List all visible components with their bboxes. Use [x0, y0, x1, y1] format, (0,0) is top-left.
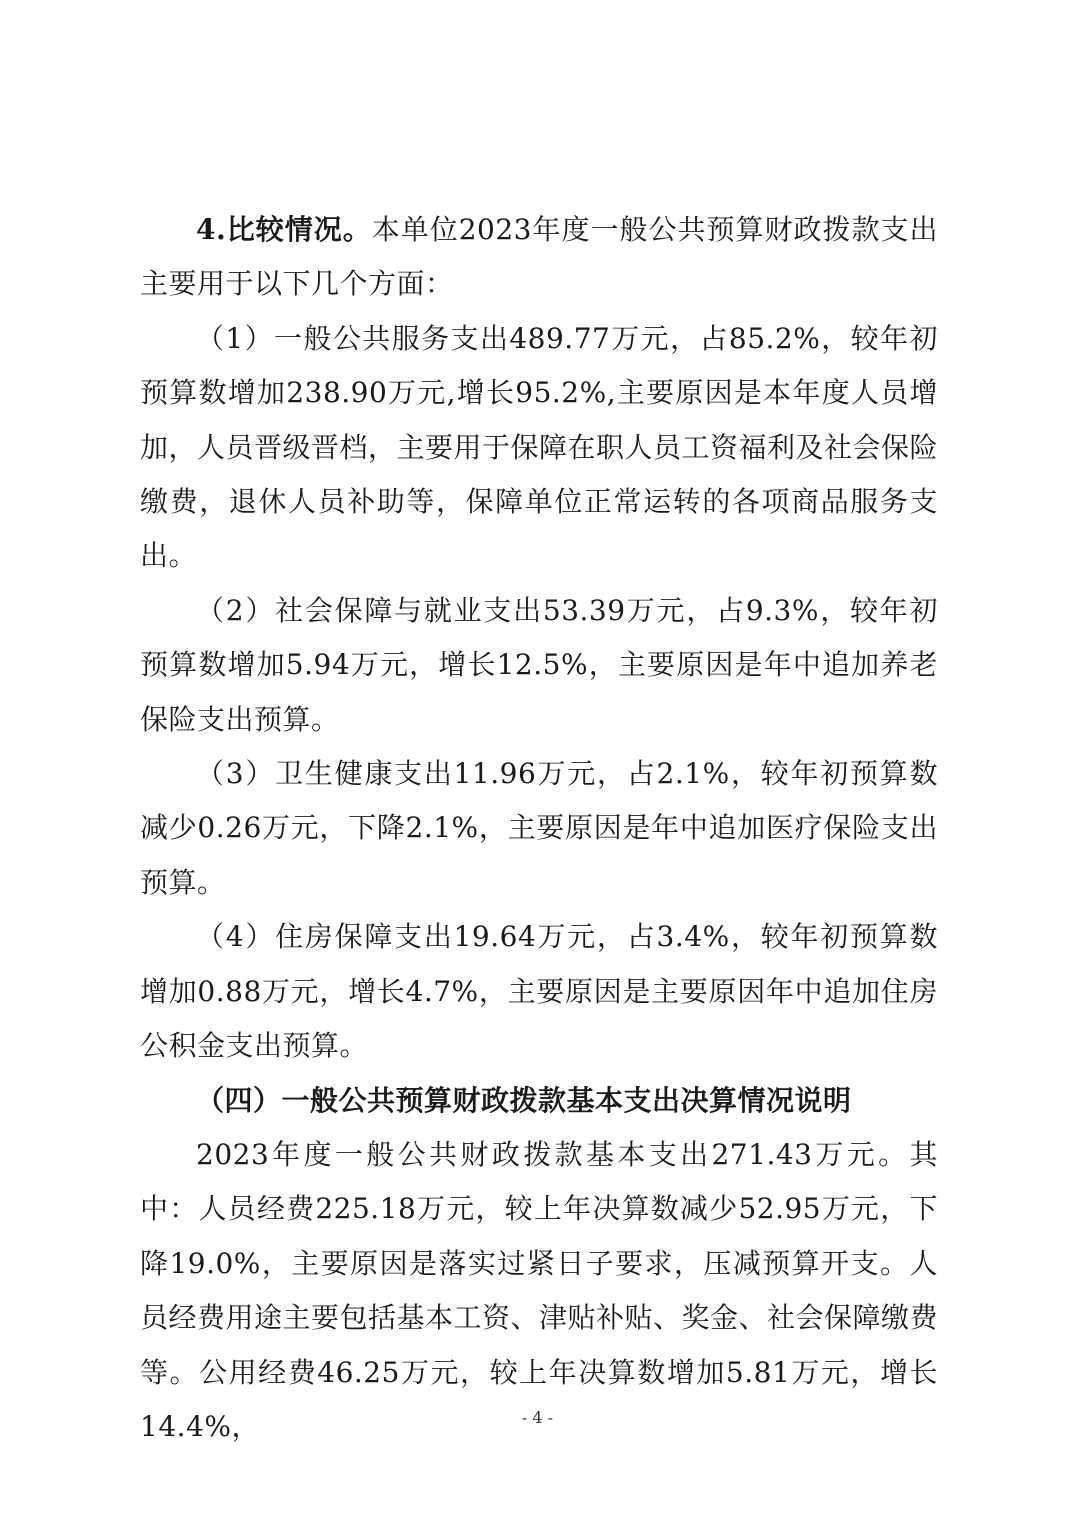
- paragraph-item-1: （1）一般公共服务支出489.77万元，占85.2%，较年初预算数增加238.90万元,增长95.2%,主要原因是本年度人员增加，人员晋级晋档，主要用于保障在职人员工资福利及社会保险缴费，退休人员补助等，保障单位正常运转的各项商品服务支出。: [140, 321, 939, 573]
- section-heading: （四）一般公共预算财政拨款基本支出决算情况说明: [196, 1083, 852, 1117]
- paragraph-lead: 4.比较情况。: [196, 213, 372, 246]
- page-number: - 4 -: [521, 1408, 554, 1427]
- paragraph-comparison: [140, 203, 938, 312]
- document-body: [140, 203, 938, 1454]
- paragraph-item-4: （4）住房保障支出19.64万元，占3.4%，较年初预算数增加0.88万元，增长4.7%，主要原因是主要原因年中追加住房公积金支出预算。: [140, 920, 938, 1063]
- paragraph-text: 本单位2023年度一般公共预算财政拨款支出主要用于以下几个方面：: [140, 213, 938, 301]
- paragraph-basic-expenditure: 2023年度一般公共财政拨款基本支出271.43万元。其中：人员经费225.18万元，较上年决算数减少52.95万元，下降19.0%，主要原因是落实过紧日子要求，压减预算开支。人员经费用途主要包括基本工资、津贴补贴、奖金、社会保障缴费等。公用经费46.25万元，较上年决算数增加5.81万元，增长14.4%，: [140, 1137, 939, 1443]
- paragraph-item-3: （3）卫生健康支出11.96万元，占2.1%，较年初预算数减少0.26万元，下降2.1%，主要原因是年中追加医疗保险支出预算。: [140, 757, 938, 899]
- paragraph-item-2: （2）社会保障与就业支出53.39万元，占9.3%，较年初预算数增加5.94万元，增长12.5%，主要原因是年中追加养老保险支出预算。: [140, 593, 938, 736]
